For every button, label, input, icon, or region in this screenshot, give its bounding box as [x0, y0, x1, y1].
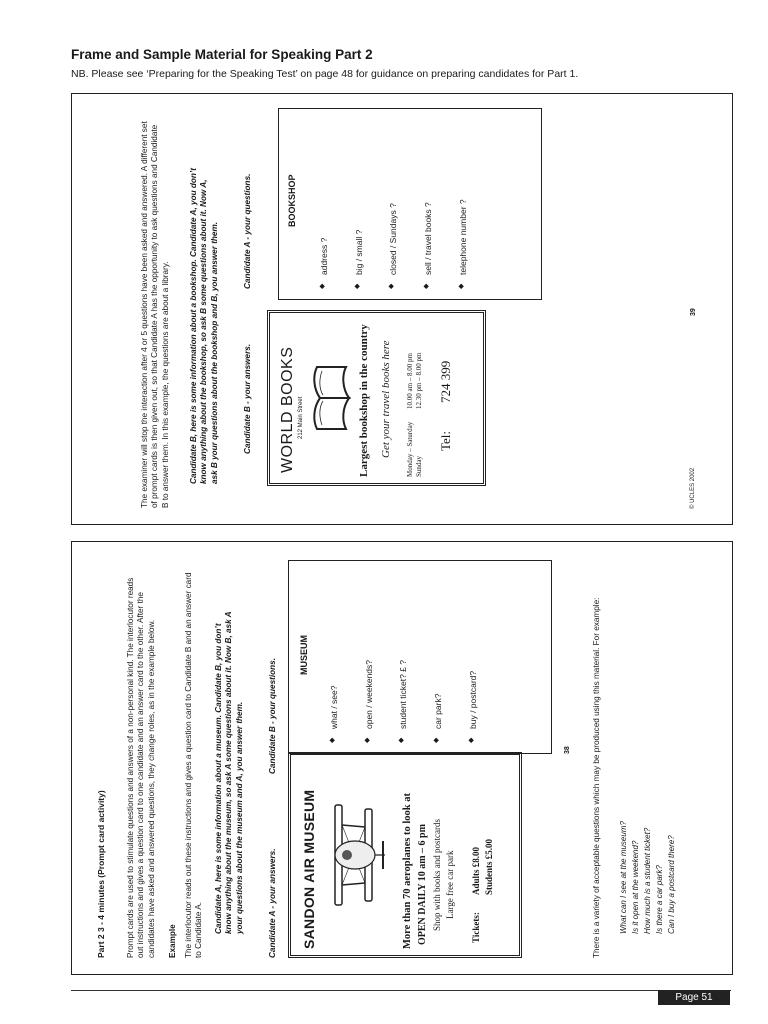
question-item: ◆ what / see?	[329, 660, 340, 743]
bookshop-question-card	[278, 108, 542, 300]
example-question: How much is a student ticket?	[643, 827, 652, 934]
rotated-page-39	[82, 104, 722, 514]
bookshop-tagline: Get your travel books here	[380, 340, 392, 458]
biplane-icon	[325, 795, 387, 915]
variety-text: There is a variety of acceptable questions which may be produced using this material. For example:	[592, 597, 601, 958]
museum-car-park: Large free car park	[445, 850, 455, 919]
museum-question-card	[288, 560, 552, 754]
tickets-label: Tickets:	[471, 912, 481, 943]
question-item: ◆ car park?	[433, 660, 444, 743]
museum-name: SANDON AIR MUSEUM	[301, 789, 317, 949]
question-item: ◆ sell / travel books ?	[423, 199, 434, 289]
bookshop-hours-time-2: 12.30 pm – 8.00 pm	[415, 352, 423, 409]
bookshop-hours-days-2: Sunday	[415, 456, 423, 477]
museum-question-title: MUSEUM	[299, 635, 309, 675]
museum-open: OPEN DAILY 10 am – 6 pm	[417, 824, 428, 945]
page-number-tag: Page 51	[658, 990, 730, 1005]
bookshop-tel-label: Tel:	[438, 430, 453, 451]
page-number-38: 38	[564, 746, 571, 754]
question-item: ◆ student ticket? £ ?	[398, 660, 409, 743]
example-question: Can I buy a postcard there?	[667, 835, 676, 934]
bookshop-tel: 724 399	[438, 360, 453, 403]
page38-label-b: Candidate B - your questions.	[268, 657, 277, 774]
page38-intro: Prompt cards are used to stimulate questions and answers of a non-personal kind. The interlocutor reads out instructions and gives a question card to one candidate and an answer card to the other. After the candidates have asked and answered questions, they change roles, as in the example below.	[126, 577, 156, 958]
bookshop-name: WORLD BOOKS	[279, 346, 296, 473]
question-item: ◆ telephone number ?	[458, 199, 469, 289]
bookshop-answer-card	[267, 310, 486, 486]
example-question: Is it open at the weekend?	[631, 840, 640, 934]
page38-heading: Part 2 3 - 4 minutes (Prompt card activity)	[96, 790, 106, 958]
tickets-students: Students £5.00	[484, 838, 494, 895]
bookshop-headline: Largest bookshop in the country	[358, 324, 370, 477]
museum-answer-card	[288, 752, 522, 958]
example-text: The interlocutor reads out these instructions and gives a question card to Candidate B and an answer card to Candidate A.	[184, 572, 204, 958]
question-item: ◆ buy / postcard?	[468, 660, 479, 743]
rotated-page-38	[82, 554, 722, 964]
tickets-adults: Adults £8.00	[471, 846, 481, 895]
copyright: © UCLES 2002	[690, 467, 696, 509]
example-question: Is there a car park?	[655, 865, 664, 934]
museum-headline: More than 70 aeroplanes to look at	[402, 793, 413, 949]
question-item: ◆ address ?	[319, 199, 330, 289]
bookshop-address: 212 Main Street	[298, 396, 304, 439]
museum-shop: Shop with books and postcards	[432, 819, 442, 931]
museum-question-list	[329, 660, 502, 743]
page39-label-b: Candidate B - your answers.	[243, 343, 252, 454]
bookshop-hours-days-1: Monday – Saturday	[406, 421, 414, 477]
open-book-icon	[310, 363, 352, 433]
page39-intro: The examiner will stop the interaction after 4 or 5 questions have been asked and answered. A different set of prompt cards is then given out, so that Candidate A has the opportunity to ask questions and Candidate B to answer them. In this example, the questions are about a library.	[140, 121, 170, 508]
example-question: What can I see at the museum?	[619, 821, 628, 934]
question-item: ◆ closed / Sundays ?	[388, 199, 399, 289]
page-number-39: 39	[690, 308, 697, 316]
bookshop-question-title: BOOKSHOP	[287, 174, 297, 227]
example-heading: Example	[168, 924, 177, 958]
page-title: Frame and Sample Material for Speaking Part 2	[71, 47, 373, 62]
sample-page-38	[71, 541, 733, 975]
question-item: ◆ big / small ?	[354, 199, 365, 289]
page38-label-a: Candidate A - your answers.	[268, 848, 277, 958]
question-item: ◆ open / weekends?	[364, 660, 375, 743]
page39-label-a: Candidate A - your questions.	[243, 173, 252, 289]
footer-rule	[71, 990, 731, 991]
page39-instruction: Candidate B, here is some information about a bookshop. Candidate A, you don’t know anything about the bookshop, so ask B some questions about it. Now A, ask B your questions about the bookshop and B, you answer them.	[189, 168, 219, 484]
page38-instruction: Candidate A, here is some information about a museum. Candidate B, you don’t know anything about the museum, so ask A some questions about it. Now B, ask A your questions about the museum and A, you answer them.	[214, 611, 244, 934]
sample-page-39	[71, 93, 733, 525]
bookshop-question-list	[319, 199, 492, 289]
page-note: NB. Please see ‘Preparing for the Speaking Test’ on page 48 for guidance on preparing candidates for Part 1.	[71, 68, 579, 80]
bookshop-hours-time-1: 10.00 am – 8.00 pm	[406, 353, 414, 409]
example-questions	[618, 634, 678, 934]
